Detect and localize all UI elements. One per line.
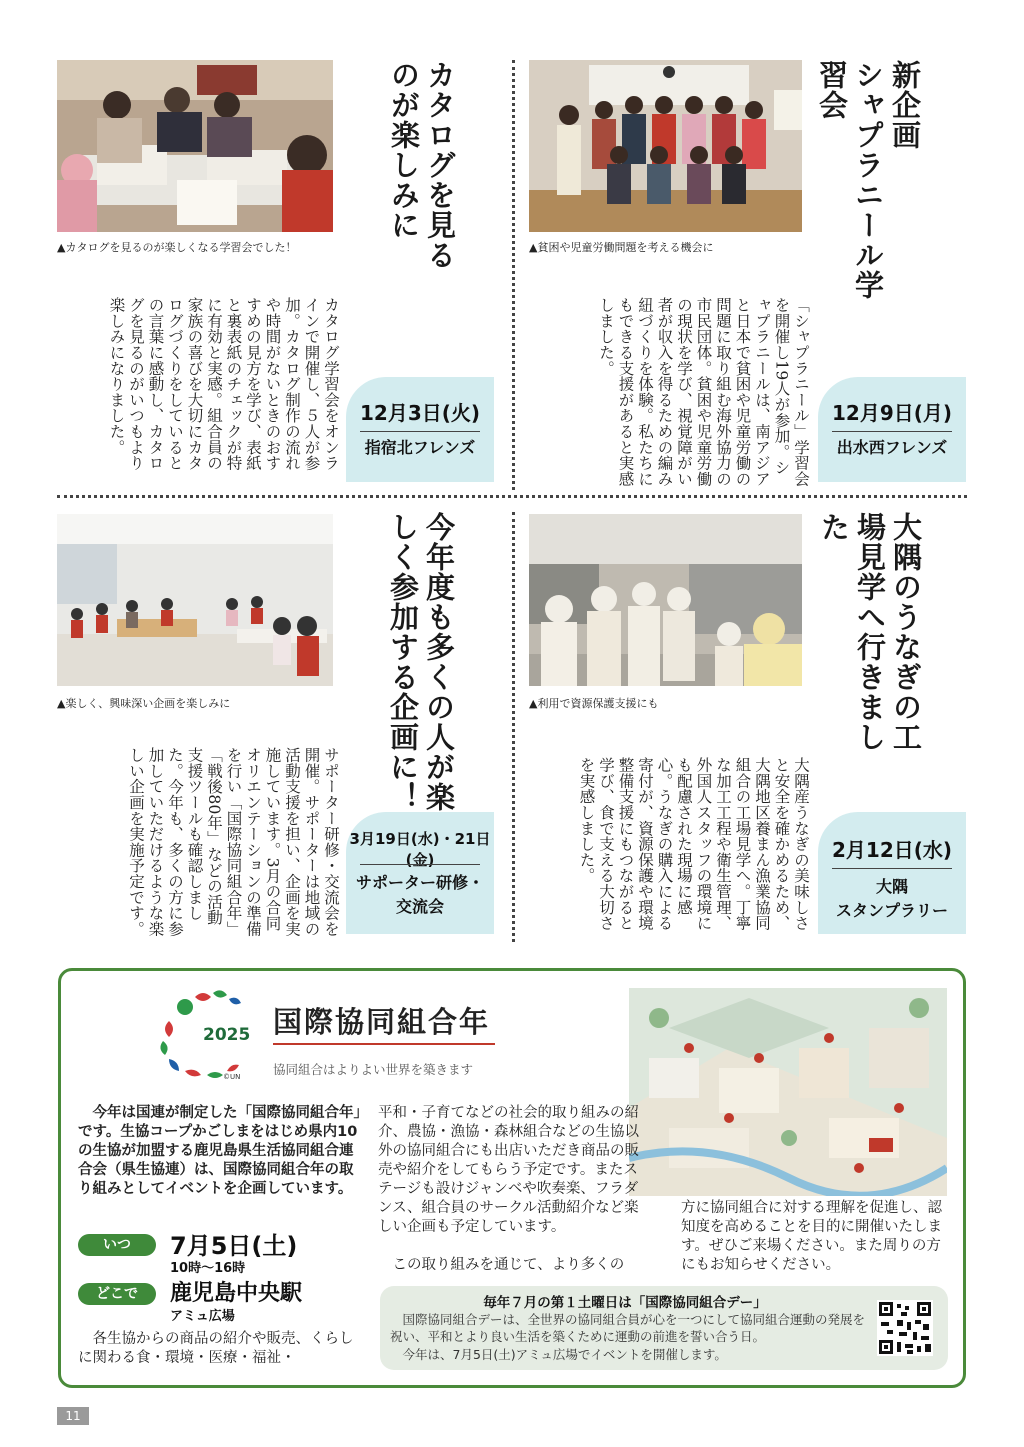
supporter-caption: ▲楽しく、興味深い企画を楽しみに (57, 697, 231, 710)
column-divider-top (512, 60, 515, 490)
supporter-place-line2: 交流会 (395, 897, 444, 916)
iyc-col3: 方に協同組合に対する理解を促進し、認知度を高めることを目的に開催いたします。ぜひご来場ください。また周りの方にもお知らせください。 (681, 1200, 942, 1273)
shapla-badge-divider (832, 431, 952, 432)
page-number: 11 (57, 1407, 89, 1425)
iyc-col2-b: この取り組みを通じて、より多くの (392, 1257, 625, 1273)
iyc-logo (155, 985, 265, 1085)
iyc-logo-year: 2025 (203, 1025, 251, 1045)
iyc-when-date: 7月5日(土) (170, 1232, 298, 1260)
supporter-badge (346, 812, 494, 934)
catalog-title: カタログを見るのが楽しみに (387, 60, 457, 270)
shapla-date: 12月9日(月) (831, 401, 953, 425)
iyc-logo-mark: ©UN (223, 1073, 241, 1081)
supporter-title: 今年度も多くの人が楽しく参加する企画に！ (386, 512, 456, 812)
catalog-badge-divider (360, 431, 480, 432)
column-divider-bottom (512, 512, 515, 942)
supporter-date: 3月19日(水)・21日(金) (349, 830, 491, 869)
unagi-caption: ▲利用で資源保護支援にも (529, 697, 659, 710)
iyc-day-text1: 国際協同組合デーは、全世界の協同組合員が心を一つにして協同組合運動の発展を祝い、平和とより良い生活を築くために運動の前進を誓い合う日。 (390, 1312, 866, 1344)
iyc-title: 国際協同組合年 (273, 1005, 491, 1039)
shapla-caption: ▲貧困や児童労働問題を考える機会に (529, 241, 714, 254)
unagi-badge (818, 812, 966, 934)
iyc-intro: 今年は国連が制定した「国際協同組合年」です。生協コープかごしまをはじめ県内10の生協が加盟する鹿児島県生活協同組合連合会（県生協連）は、国際協同組合年の取り組みとしてイベントを企画しています。 (78, 1105, 361, 1197)
iyc-when-time: 10時〜16時 (170, 1261, 246, 1276)
shapla-badge (818, 377, 966, 482)
catalog-badge (346, 377, 494, 482)
catalog-body: カタログ学習会をオンラインで開催し、５人が参加。カタログ制作の流れや時間がないときのおすすめの見方を学び、表紙と裏表紙のチェックが特に有効と実感。組合員の家族の喜びを大切にカタログづくりをしているとの言葉に感動し、カタログを見るのがいつもより楽しみになりました。 (107, 297, 340, 471)
iyc-when-label: いつ (78, 1234, 156, 1256)
supporter-body: サポーター研修・交流会を開催。サポーターは地域の活動支援を担い、企画を実施しています。3月の合同オリエンテーションの準備を行い「国際協同組合年」「戦後80年」などの活動支援ツールも確認しました。今年も、多くの方に参加していただけるような楽しい企画を実施予定です。 (127, 747, 340, 937)
supporter-place-line1: サポーター研修・ (355, 873, 484, 892)
shapla-body: 「シャプラニール」学習会を開催し19人が参加。シャプラニールは、南アジアと日本で貧困や児童労働の問題に取り組む海外協力の市民団体。貧困や児童労働の現状を学び、視覚障がい者が収入を得るための編み紐づくりを体験。私たちにもできる支援があると実感しました。 (597, 297, 810, 487)
iyc-day-title: 毎年７月の第１土曜日は「国際協同組合デー」 (483, 1295, 767, 1311)
iyc-day-text2: 今年は、7月5日(土)アミュ広場でイベントを開催します。 (402, 1347, 727, 1362)
catalog-caption: ▲カタログを見るのが楽しくなる学習会でした！ (57, 241, 297, 254)
unagi-body: 大隅産うなぎの美味しさと安全を確かめるため、大隅地区養まん漁業協同組合の工場見学へ。丁寧な加工工程や衛生管理、外国人スタッフの環境にも配慮された現場に感心。うなぎの購入による寄付が、資源保護や環境整備支援にもつながると学び、食で支える大切さを実感しました。 (577, 757, 810, 931)
unagi-date: 2月12日(水) (831, 838, 953, 862)
supporter-photo (57, 514, 333, 686)
catalog-date: 12月3日(火) (359, 401, 481, 425)
catalog-place: 指宿北フレンズ (364, 438, 476, 457)
iyc-subtitle: 協同組合はよりよい世界を築きます (273, 1062, 474, 1077)
row-divider (57, 495, 967, 498)
unagi-place-line1: 大隅 (875, 877, 908, 896)
iyc-col2: 平和・子育てなどの社会的取り組みの紹介、農協・漁協・森林組合などの生協以外の協同組合にも出店いただき商品の販売や紹介をしてもらう予定です。またステージも設けジャンベや吹奏楽、フラダンス、組合員のサークル活動紹介など楽しい企画も予定しています。 (378, 1105, 639, 1235)
iyc-title-underline (273, 1043, 495, 1045)
shapla-title-line1: 新企画 (888, 60, 922, 150)
unagi-title: 大隅のうなぎの工場見学へ行きました (817, 512, 923, 752)
unagi-place-line2: スタンプラリー (835, 901, 948, 920)
supporter-badge-divider (360, 864, 480, 865)
iyc-where-sub: アミュ広場 (170, 1309, 235, 1324)
qr-code-icon[interactable] (877, 1300, 933, 1356)
iyc-illustration (629, 988, 947, 1196)
catalog-photo (57, 60, 333, 232)
unagi-photo (529, 514, 802, 686)
unagi-badge-divider (832, 868, 952, 869)
iyc-col1-tail: 各生協からの商品の紹介や販売、くらしに関わる食・環境・医療・福祉・ (78, 1331, 354, 1366)
shapla-place: 出水西フレンズ (836, 438, 948, 457)
iyc-where-place: 鹿児島中央駅 (170, 1281, 303, 1306)
iyc-where-label: どこで (78, 1283, 156, 1305)
shapla-title-line2: シャプラニール学習会 (815, 60, 885, 300)
shapla-photo (529, 60, 802, 232)
